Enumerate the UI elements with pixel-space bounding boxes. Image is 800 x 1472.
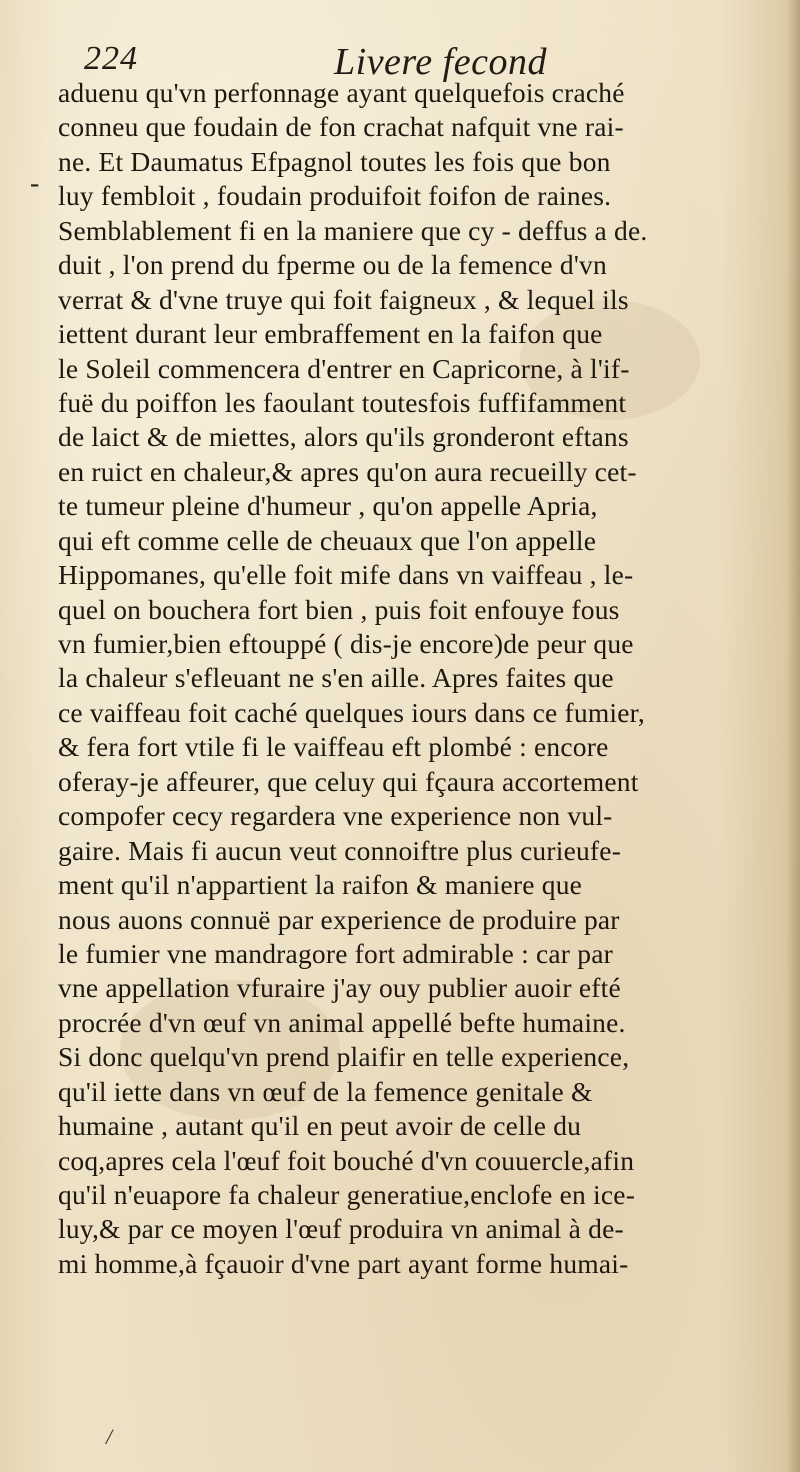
text-line: coq,apres cela l'œuf foit bouché d'vn couuercle,afin <box>58 1144 635 1176</box>
text-line: aduenu qu'vn perfonnage ayant quelquefois craché <box>58 77 625 108</box>
page-number: 224 <box>84 40 138 77</box>
text-line: luy,& par ce moyen l'œuf produira vn animal à de- <box>58 1213 624 1245</box>
text-line: luy fembloit , foudain produifoit foifon de raines. <box>58 180 612 212</box>
text-line: qui eft comme celle de cheuaux que l'on appelle <box>58 524 597 556</box>
body-text <box>58 76 794 1281</box>
text-line: procrée d'vn œuf vn animal appellé befte humaine. <box>58 1006 626 1038</box>
running-title: Livere fecond <box>334 41 547 83</box>
text-line: Si donc quelqu'vn prend plaifir en telle experience, <box>58 1041 630 1073</box>
text-line: quel on bouchera fort bien , puis foit enfouye fous <box>58 593 620 625</box>
text-line: verrat & d'vne truye qui foit faigneux , & lequel ils <box>58 283 629 315</box>
text-line: le Soleil commencera d'entrer en Capricorne, à l'if- <box>58 352 630 384</box>
text-line: la chaleur s'efleuant ne s'en aille. Apres faites que <box>58 662 614 694</box>
text-line: & fera fort vtile fi le vaiffeau eft plombé : encore <box>58 731 609 763</box>
text-line: Hippomanes, qu'elle foit mife dans vn vaiffeau , le- <box>58 559 634 591</box>
text-line: en ruict en chaleur,& apres qu'on aura recueilly cet- <box>58 455 637 487</box>
text-line: oferay-je affeurer, que celuy qui fçaura accortement <box>58 765 639 797</box>
text-line: qu'il iette dans vn œuf de la femence genitale & <box>58 1075 593 1107</box>
text-line: ment qu'il n'appartient la raifon & maniere que <box>58 869 583 901</box>
text-line: Semblablement fi en la maniere que cy - deffus a de. <box>58 214 648 246</box>
text-line: conneu que foudain de fon crachat nafquit vne rai- <box>58 111 624 143</box>
text-line: duit , l'on prend du fperme ou de la femence d'vn <box>58 249 607 281</box>
text-line: compofer cecy regardera vne experience non vul- <box>58 800 613 832</box>
text-line: le fumier vne mandragore fort admirable : car par <box>58 937 613 969</box>
text-line: de laict & de miettes, alors qu'ils gronderont eftans <box>58 421 629 453</box>
text-line: vne appellation vfuraire j'ay ouy publier auoir efté <box>58 972 621 1004</box>
text-line: mi homme,à fçauoir d'vne part ayant forme humai- <box>58 1247 629 1279</box>
text-line: ce vaiffeau foit caché quelques iours dans ce fumier, <box>58 696 645 728</box>
text-line: qu'il n'euapore fa chaleur generatiue,enclofe en ice- <box>58 1179 636 1210</box>
text-line: vn fumier,bien eftouppé ( dis-je encore)de peur que <box>58 628 634 659</box>
text-line: fuë du poiffon les faoulant toutesfois fuffifamment <box>58 386 627 418</box>
text-line: te tumeur pleine d'humeur , qu'on appelle Apria, <box>58 490 598 522</box>
foot-mark: / <box>106 1424 113 1449</box>
margin-mark: - <box>30 168 40 199</box>
text-line: ne. Et Daumatus Efpagnol toutes les fois que bon <box>58 145 611 177</box>
text-line: iettent durant leur embraffement en la faifon que <box>58 318 603 350</box>
text-line: gaire. Mais fi aucun veut connoiftre plus curieufe- <box>58 834 622 866</box>
text-line: nous auons connuë par experience de produire par <box>58 903 620 935</box>
text-line: humaine , autant qu'il en peut avoir de celle du <box>58 1110 582 1142</box>
